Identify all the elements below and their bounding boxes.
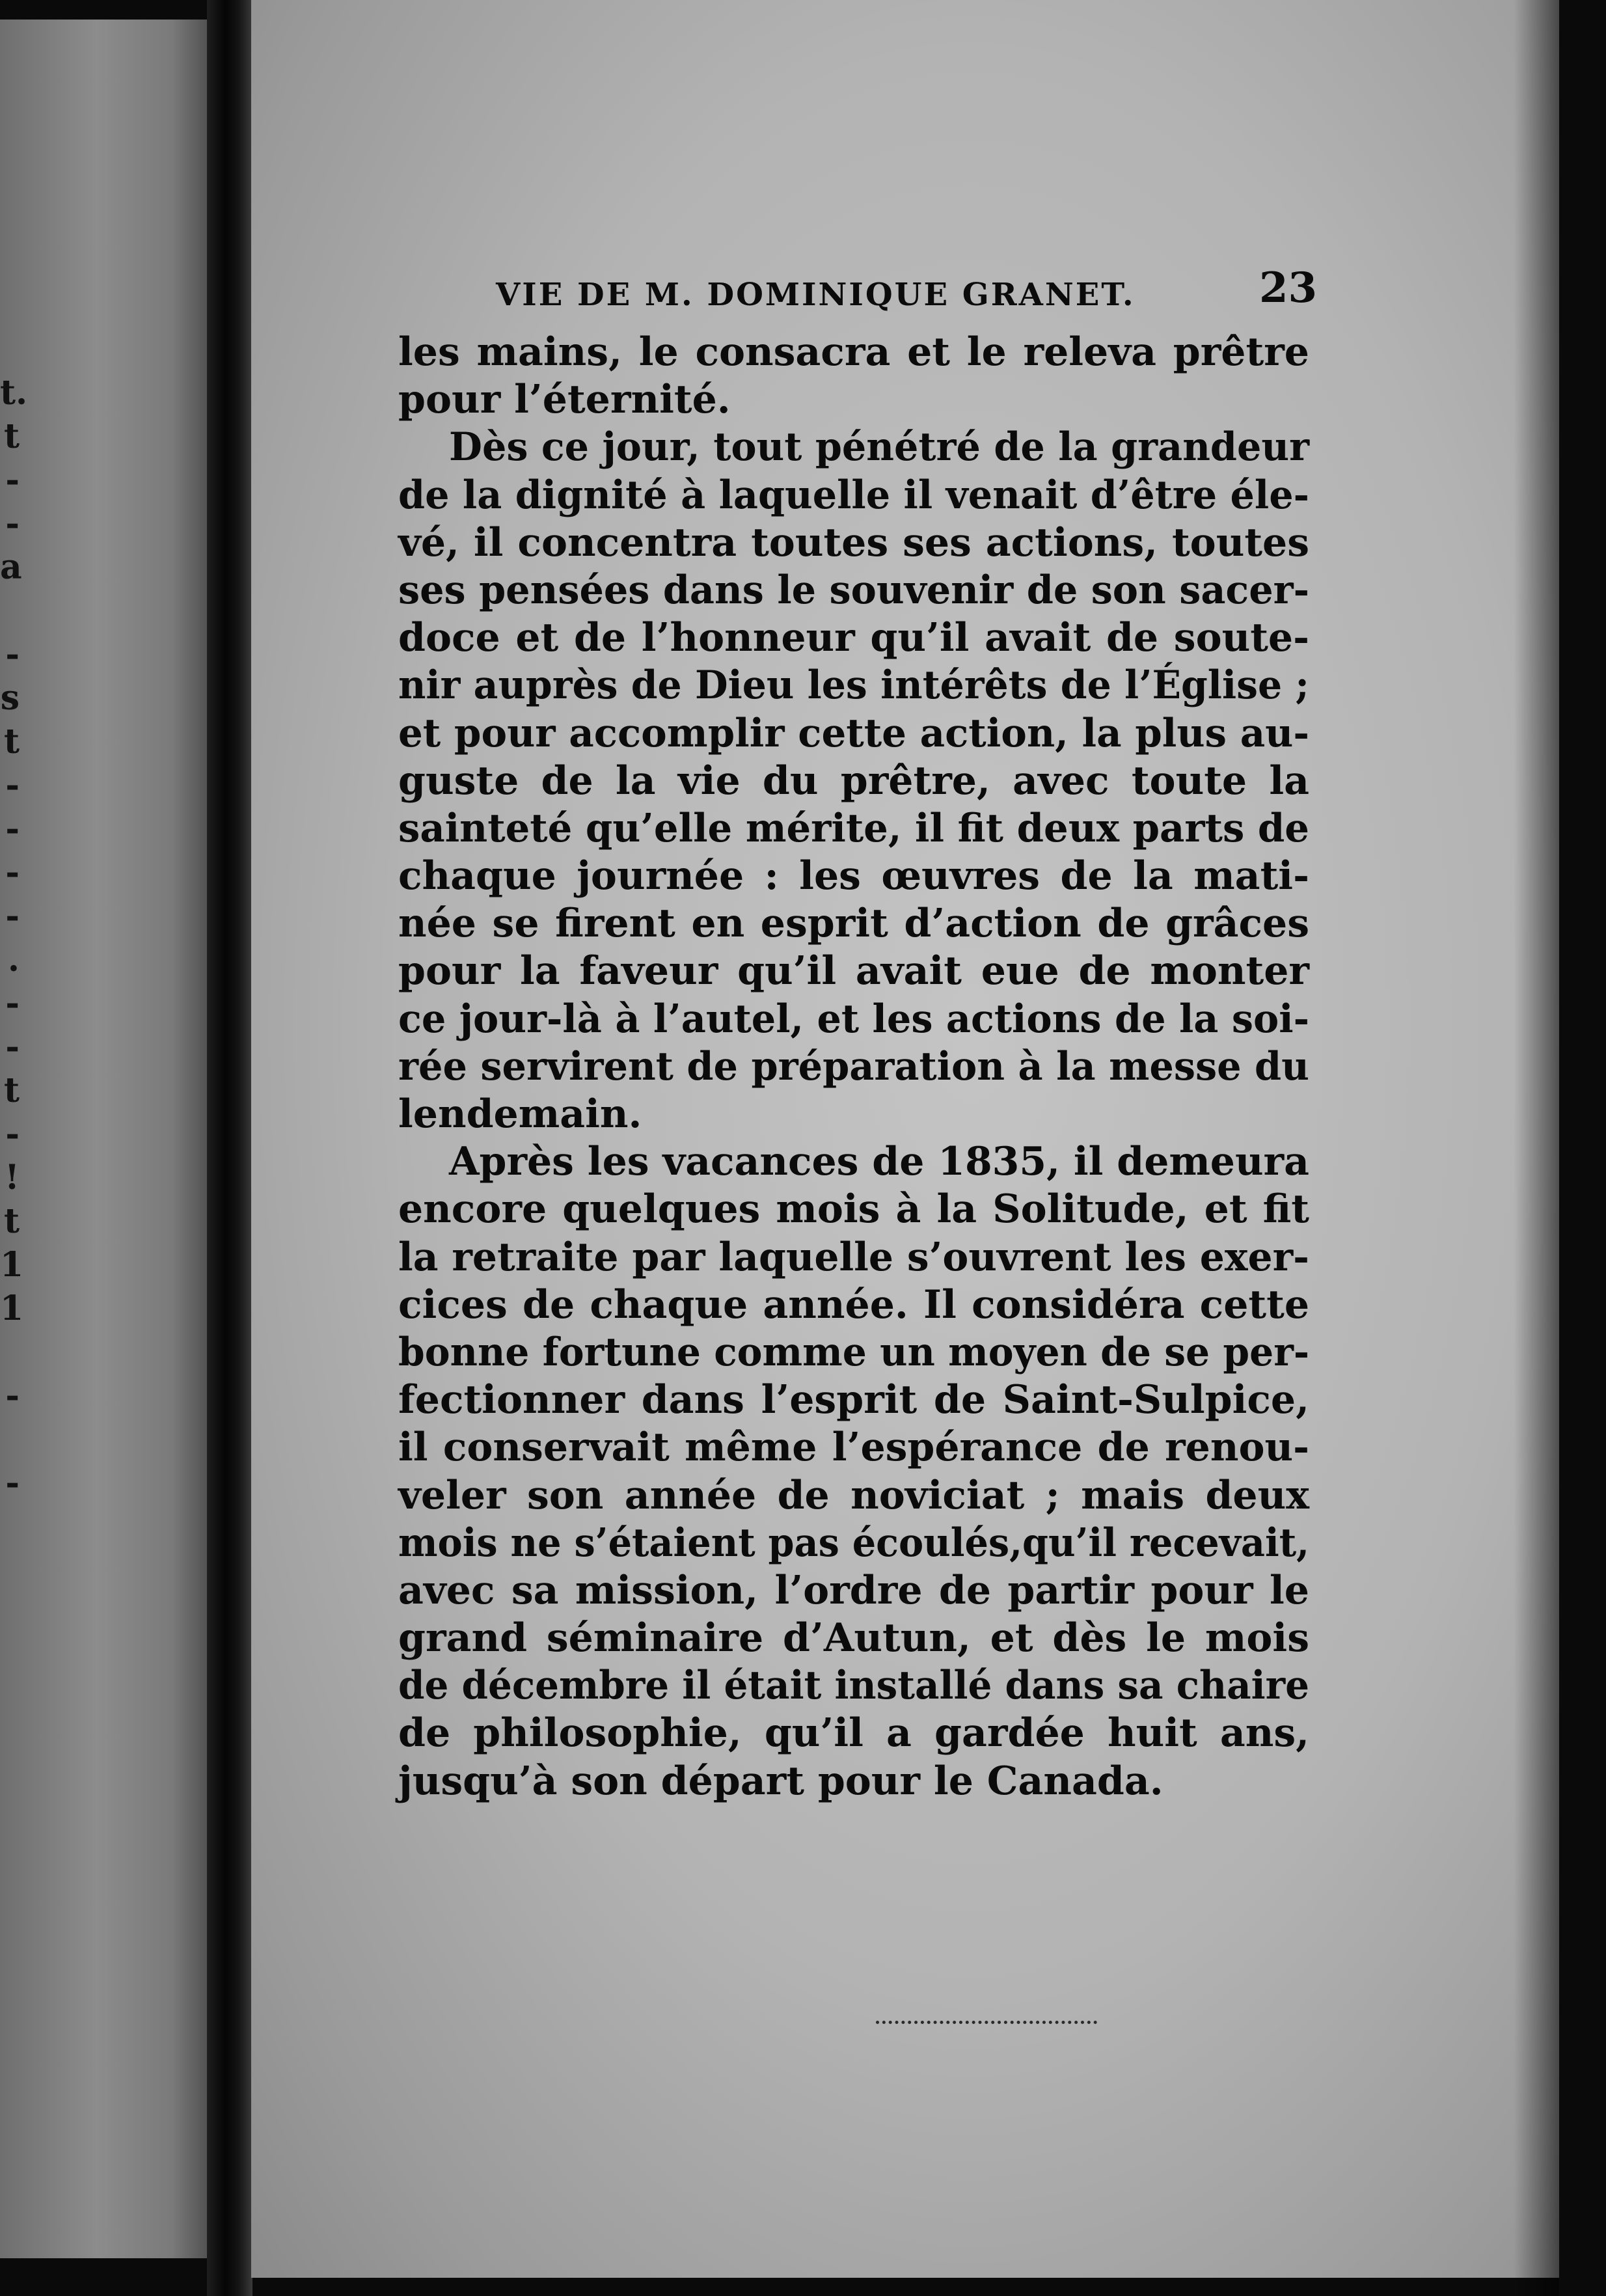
text-line: Après les vacances de 1835, il demeura [449, 1139, 1309, 1185]
page-edge-shadow [1514, 0, 1559, 2296]
text-line: grand séminaire d’Autun, et dès le mois [398, 1615, 1310, 1661]
text-line: rée servirent de préparation à la messe du [398, 1043, 1309, 1089]
text-line: chaque journée : les œuvres de la mati- [398, 853, 1309, 899]
text-line: sainteté qu’elle mérite, il fit deux parts de [398, 805, 1309, 851]
text-line: et pour accomplir cette action, la plus au- [398, 710, 1310, 756]
left-facing-page [0, 20, 215, 2258]
cut-text-fragment: - [5, 1114, 20, 1154]
running-title: VIE DE M. DOMINIQUE GRANET. [496, 277, 1136, 313]
cut-text-fragment [0, 1592, 20, 1635]
text-line: la retraite par laquelle s’ouvrent les exer- [398, 1234, 1310, 1280]
cut-text-fragment [0, 1505, 20, 1548]
cut-text-fragment: t [3, 417, 20, 456]
text-line: née se firent en esprit d’action de grâces [398, 901, 1309, 947]
cut-text-fragment [0, 589, 20, 633]
text-line: encore quelques mois à la Solitude, et fit [398, 1186, 1309, 1233]
cut-text-fragment: t. [0, 373, 28, 413]
cut-text-fragment [0, 1548, 20, 1592]
text-block [398, 257, 1317, 1805]
cut-text-fragment: - [5, 983, 20, 1023]
cut-text-fragment: - [5, 853, 20, 892]
text-line: ses pensées dans le souvenir de son sacer- [398, 567, 1310, 613]
cut-text-fragment [0, 1723, 20, 1766]
text-line: les mains, le consacra et le releva prêtre [398, 329, 1309, 375]
cut-text-fragment: . [7, 940, 20, 979]
left-page-cut-text [0, 371, 28, 1933]
cut-text-fragment: s [0, 678, 20, 718]
page-number: 23 [1259, 264, 1317, 312]
cut-text-fragment: t [3, 1201, 20, 1241]
text-line: de philosophie, qu’il a gardée huit ans, [398, 1710, 1310, 1756]
text-line: pour la faveur qu’il avait eue de monter [398, 948, 1309, 994]
cut-text-fragment: - [5, 1376, 20, 1415]
text-line: cices de chaque année. Il considéra cette [398, 1281, 1309, 1328]
cut-text-fragment: ! [5, 1158, 20, 1197]
page-23 [251, 0, 1559, 2278]
cut-text-fragment: - [5, 1463, 20, 1503]
cut-text-fragment: - [5, 460, 20, 500]
text-line: ce jour-là à l’autel, et les actions de la soi- [398, 996, 1310, 1042]
cut-text-fragment: - [5, 635, 20, 674]
text-line: bonne fortune comme un moyen de se per- [398, 1329, 1310, 1375]
book-gutter [207, 0, 252, 2296]
text-line: jusqu’à son départ pour le Canada. [398, 1758, 1164, 1804]
text-line: il conservait même l’espérance de renou- [398, 1425, 1309, 1471]
text-line: guste de la vie du prêtre, avec toute la [398, 758, 1310, 804]
cut-text-fragment: a [0, 547, 22, 587]
cut-text-fragment: - [5, 765, 20, 805]
end-ornament-dots [876, 2021, 1097, 2029]
text-line: de décembre il était installé dans sa chaire [398, 1663, 1309, 1709]
text-line: de la dignité à laquelle il venait d’être éle- [398, 472, 1309, 518]
cut-text-fragment: - [5, 1027, 20, 1067]
text-line: vé, il concentra toutes ses actions, toutes [398, 519, 1309, 566]
cut-text-fragment: t [3, 722, 20, 761]
text-line: pour l’éternité. [398, 377, 731, 423]
cut-text-fragment: t [3, 1071, 20, 1110]
body-text [398, 329, 1309, 1805]
cut-text-fragment: 1 [0, 1245, 24, 1285]
text-line: nir auprès de Dieu les intérêts de l’Église ; [398, 663, 1309, 709]
cut-text-fragment: - [5, 809, 20, 849]
text-line: avec sa mission, l’ordre de partir pour le [398, 1567, 1309, 1613]
cut-text-fragment [0, 1417, 20, 1461]
cut-text-fragment: 1 [0, 1289, 24, 1328]
running-head [398, 257, 1317, 329]
text-line: lendemain. [398, 1091, 642, 1137]
cut-text-fragment [0, 1330, 20, 1374]
text-line: fectionner dans l’esprit de Saint-Sulpice, [398, 1377, 1309, 1423]
text-line: doce et de l’honneur qu’il avait de soute- [398, 615, 1310, 661]
cut-text-fragment [0, 1679, 20, 1723]
text-line: Dès ce jour, tout pénétré de la grandeur [449, 424, 1310, 471]
cut-text-fragment [0, 1635, 20, 1679]
text-line: mois ne s’étaient pas écoulés,qu’il recevait, [398, 1520, 1310, 1566]
cut-text-fragment: - [5, 504, 20, 543]
cut-text-fragment: - [5, 896, 20, 936]
text-line: veler son année de noviciat ; mais deux [398, 1472, 1309, 1518]
